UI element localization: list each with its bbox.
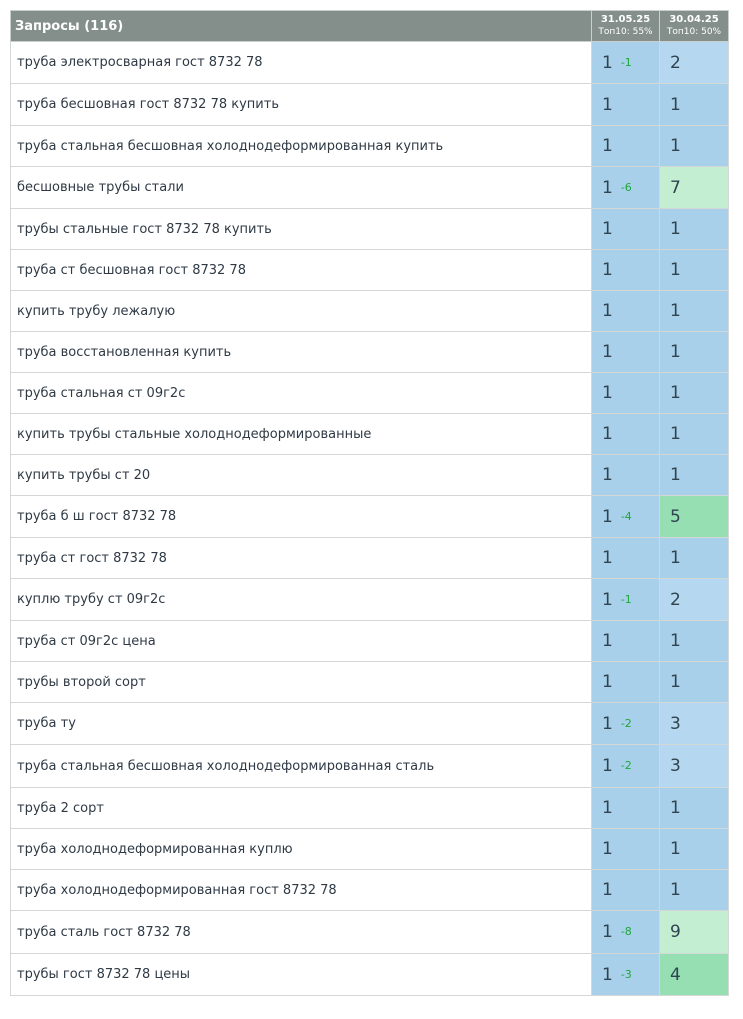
position-cell-previous	[660, 209, 729, 250]
table-row	[11, 788, 729, 829]
position-delta: -6	[620, 180, 632, 194]
position-cell-previous	[660, 870, 729, 911]
position-cell-current	[592, 455, 660, 496]
position-cell-current	[592, 911, 660, 954]
query-cell[interactable]: труба электросварная гост 8732 78	[11, 42, 592, 84]
position-cell-current	[592, 829, 660, 870]
table-row	[11, 291, 729, 332]
query-cell[interactable]: труба ст 09г2с цена	[11, 621, 592, 662]
position-value: 1	[602, 506, 613, 527]
position-value: 1	[602, 136, 613, 156]
position-cell-current	[592, 291, 660, 332]
position-value: 1	[670, 94, 681, 115]
table-row	[11, 496, 729, 538]
table-body	[11, 42, 729, 996]
position-value: 1	[670, 548, 681, 568]
position-cell-current	[592, 414, 660, 455]
table-row	[11, 42, 729, 84]
query-cell[interactable]: труба ст бесшовная гост 8732 78	[11, 250, 592, 291]
position-cell-previous	[660, 496, 729, 538]
position-value: 1	[602, 52, 613, 73]
position-delta: -8	[620, 925, 632, 938]
position-cell-previous	[660, 167, 729, 209]
table-row	[11, 829, 729, 870]
position-value: 1	[602, 964, 613, 985]
position-cell-previous	[660, 662, 729, 703]
position-cell-current	[592, 788, 660, 829]
position-cell-current	[592, 662, 660, 703]
position-value: 1	[670, 260, 681, 280]
position-value: 1	[670, 219, 681, 239]
query-cell[interactable]: трубы гост 8732 78 цены	[11, 954, 592, 996]
position-delta: -1	[620, 592, 632, 606]
position-value: 1	[670, 383, 681, 403]
position-value: 1	[670, 465, 681, 485]
position-value: 1	[602, 798, 613, 818]
position-value: 3	[670, 713, 681, 734]
position-cell-previous	[660, 621, 729, 662]
position-value: 1	[602, 672, 613, 692]
position-cell-previous	[660, 291, 729, 332]
position-value: 1	[602, 713, 613, 734]
table-row	[11, 167, 729, 209]
position-cell-current	[592, 745, 660, 788]
query-cell[interactable]: купить трубы стальные холоднодеформированные	[11, 414, 592, 455]
query-cell[interactable]: труба холоднодеформированная куплю	[11, 829, 592, 870]
query-cell[interactable]: труба стальная бесшовная холоднодеформированная купить	[11, 126, 592, 167]
position-cell-current	[592, 250, 660, 291]
table-row	[11, 703, 729, 745]
query-cell[interactable]: труба б ш гост 8732 78	[11, 496, 592, 538]
position-cell-current	[592, 167, 660, 209]
position-delta: -2	[620, 759, 632, 772]
query-cell[interactable]: трубы стальные гост 8732 78 купить	[11, 209, 592, 250]
position-value: 1	[670, 136, 681, 156]
position-cell-current	[592, 870, 660, 911]
position-value: 1	[602, 342, 613, 362]
positions-table	[10, 10, 729, 996]
position-value: 1	[670, 672, 681, 692]
position-cell-current	[592, 126, 660, 167]
position-cell-current	[592, 332, 660, 373]
position-value: 5	[670, 506, 681, 527]
table-row	[11, 954, 729, 996]
position-cell-current	[592, 373, 660, 414]
position-delta: -4	[620, 509, 632, 523]
query-cell[interactable]: куплю трубу ст 09г2с	[11, 579, 592, 621]
position-cell-current	[592, 84, 660, 126]
position-cell-current	[592, 621, 660, 662]
header-row	[11, 11, 729, 42]
table-row	[11, 209, 729, 250]
query-cell[interactable]: труба сталь гост 8732 78	[11, 911, 592, 954]
position-value: 1	[670, 342, 681, 362]
position-value: 1	[602, 548, 613, 568]
position-cell-current	[592, 209, 660, 250]
position-cell-previous	[660, 373, 729, 414]
position-value: 1	[670, 880, 681, 900]
position-cell-previous	[660, 538, 729, 579]
table-row	[11, 332, 729, 373]
table-row	[11, 870, 729, 911]
position-value: 1	[602, 880, 613, 900]
table-row	[11, 126, 729, 167]
position-value: 1	[602, 383, 613, 403]
table-row	[11, 84, 729, 126]
position-cell-previous	[660, 788, 729, 829]
position-value: 1	[670, 631, 681, 651]
position-cell-previous	[660, 250, 729, 291]
position-cell-previous	[660, 455, 729, 496]
position-value: 1	[602, 756, 613, 776]
position-cell-previous	[660, 703, 729, 745]
position-value: 1	[602, 631, 613, 651]
position-cell-previous	[660, 911, 729, 954]
table-row	[11, 745, 729, 788]
date-column-header-1[interactable]	[592, 11, 660, 42]
position-cell-previous	[660, 84, 729, 126]
position-cell-current	[592, 703, 660, 745]
position-cell-current	[592, 496, 660, 538]
top10-label-2: Топ10: 50%	[666, 27, 722, 37]
table-row	[11, 250, 729, 291]
table-row	[11, 414, 729, 455]
position-value: 7	[670, 177, 681, 198]
position-value: 1	[602, 839, 613, 859]
date-label-1: 31.05.25	[600, 14, 651, 25]
table-row	[11, 662, 729, 703]
table-row	[11, 455, 729, 496]
queries-header[interactable]: Запросы (116)	[11, 11, 592, 42]
position-value: 1	[670, 798, 681, 818]
position-value: 2	[670, 52, 681, 73]
table-row	[11, 538, 729, 579]
position-value: 1	[602, 219, 613, 239]
position-value: 9	[670, 922, 681, 942]
position-value: 1	[602, 260, 613, 280]
position-value: 1	[670, 301, 681, 321]
position-cell-previous	[660, 332, 729, 373]
table-row	[11, 373, 729, 414]
position-value: 4	[670, 964, 681, 985]
position-cell-current	[592, 538, 660, 579]
position-value: 1	[670, 839, 681, 859]
position-value: 3	[670, 756, 681, 776]
position-value: 1	[670, 424, 681, 444]
position-cell-previous	[660, 42, 729, 84]
query-cell[interactable]: труба холоднодеформированная гост 8732 78	[11, 870, 592, 911]
table-row	[11, 579, 729, 621]
position-value: 1	[602, 177, 613, 198]
position-value: 1	[602, 589, 613, 610]
table-row	[11, 621, 729, 662]
query-cell[interactable]: бесшовные трубы стали	[11, 167, 592, 209]
position-cell-current	[592, 579, 660, 621]
query-cell[interactable]: труба ту	[11, 703, 592, 745]
query-cell[interactable]: труба стальная бесшовная холоднодеформированная сталь	[11, 745, 592, 788]
position-cell-previous	[660, 126, 729, 167]
position-cell-current	[592, 954, 660, 996]
position-cell-previous	[660, 829, 729, 870]
position-value: 2	[670, 589, 681, 610]
query-cell[interactable]: труба ст гост 8732 78	[11, 538, 592, 579]
top10-label-1: Топ10: 55%	[598, 27, 653, 37]
position-delta: -3	[620, 967, 632, 981]
query-cell[interactable]: купить трубы ст 20	[11, 455, 592, 496]
query-cell[interactable]: труба бесшовная гост 8732 78 купить	[11, 84, 592, 126]
query-cell[interactable]: купить трубу лежалую	[11, 291, 592, 332]
position-value: 1	[602, 424, 613, 444]
position-cell-previous	[660, 414, 729, 455]
position-value: 1	[602, 465, 613, 485]
position-cell-previous	[660, 745, 729, 788]
position-value: 1	[602, 94, 613, 115]
position-delta: -2	[620, 716, 632, 730]
query-cell[interactable]: труба 2 сорт	[11, 788, 592, 829]
date-column-header-2[interactable]	[660, 11, 729, 42]
query-cell[interactable]: трубы второй сорт	[11, 662, 592, 703]
position-cell-previous	[660, 579, 729, 621]
date-label-2: 30.04.25	[669, 14, 719, 25]
position-value: 1	[602, 301, 613, 321]
query-cell[interactable]: труба стальная ст 09г2с	[11, 373, 592, 414]
position-value: 1	[602, 922, 613, 942]
position-cell-current	[592, 42, 660, 84]
position-delta: -1	[620, 55, 632, 69]
position-cell-previous	[660, 954, 729, 996]
table-row	[11, 911, 729, 954]
query-cell[interactable]: труба восстановленная купить	[11, 332, 592, 373]
